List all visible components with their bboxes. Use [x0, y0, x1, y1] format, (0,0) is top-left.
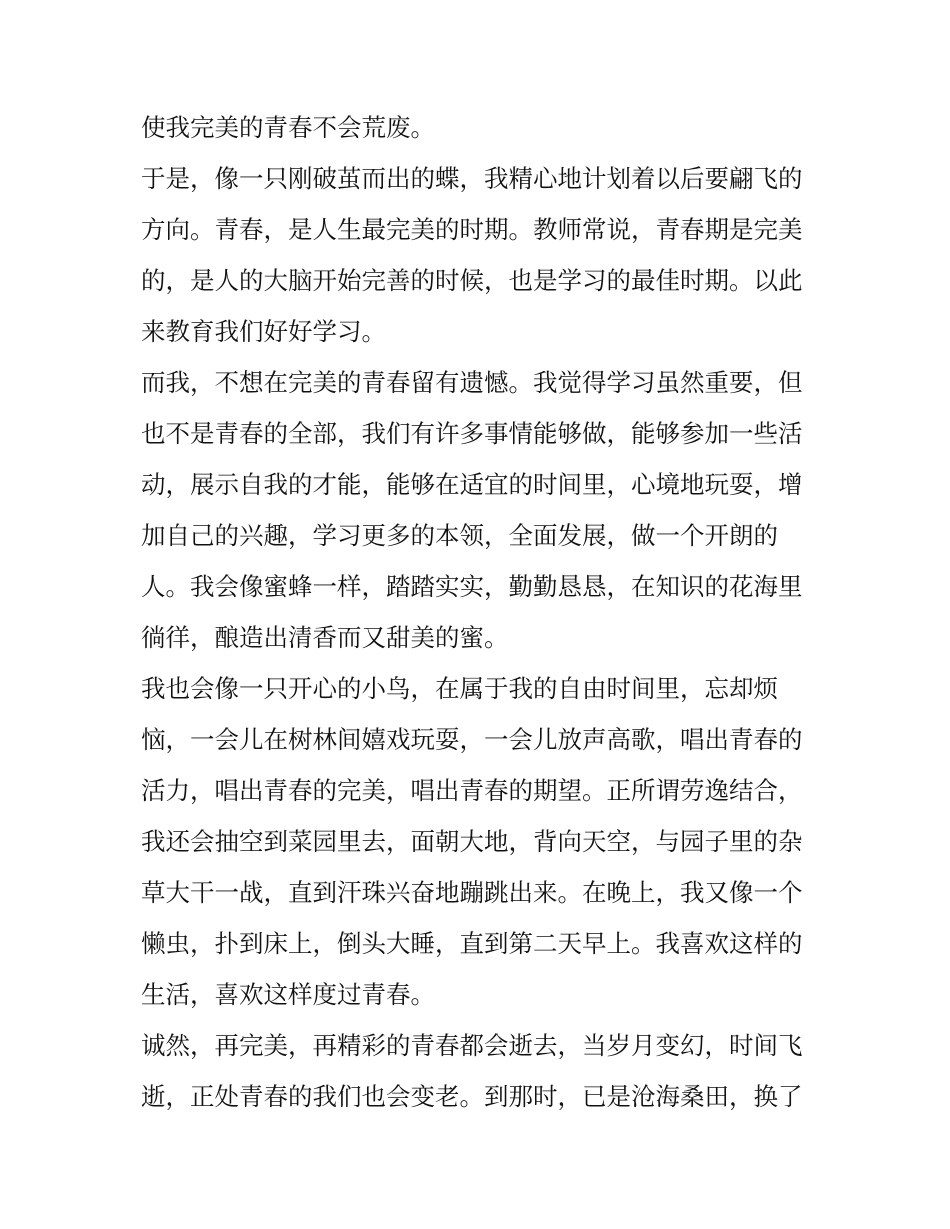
text-line: 来教育我们好好学习。 [141, 317, 386, 346]
text-line: 草大干一战，直到汗珠兴奋地蹦跳出来。在晚上，我又像一个 [141, 878, 803, 907]
text-line: 动，展示自我的才能，能够在适宜的时间里，心境地玩耍，增 [141, 470, 803, 499]
text-line: 懒虫，扑到床上，倒头大睡，直到第二天早上。我喜欢这样的 [141, 929, 803, 958]
text-line: 加自己的兴趣，学习更多的本领，全面发展，做一个开朗的 [141, 521, 778, 550]
text-line: 诚然，再完美，再精彩的青春都会逝去，当岁月变幻，时间飞 [141, 1031, 803, 1060]
text-line: 生活，喜欢这样度过青春。 [141, 980, 435, 1009]
text-line: 徜徉，酿造出清香而又甜美的蜜。 [141, 623, 509, 652]
text-line: 我还会抽空到菜园里去，面朝大地，背向天空，与园子里的杂 [141, 827, 803, 856]
text-line: 活力，唱出青春的完美，唱出青春的期望。正所谓劳逸结合， [141, 776, 803, 805]
text-line: 逝，正处青春的我们也会变老。到那时，已是沧海桑田，换了 [141, 1082, 803, 1111]
text-line: 我也会像一只开心的小鸟，在属于我的自由时间里，忘却烦 [141, 674, 778, 703]
text-line: 而我，不想在完美的青春留有遗憾。我觉得学习虽然重要，但 [141, 368, 803, 397]
text-line: 也不是青春的全部，我们有许多事情能够做，能够参加一些活 [141, 419, 803, 448]
text-line: 的，是人的大脑开始完善的时候，也是学习的最佳时期。以此 [141, 266, 803, 295]
text-line: 人。我会像蜜蜂一样，踏踏实实，勤勤恳恳，在知识的花海里 [141, 572, 803, 601]
text-line: 使我完美的青春不会荒废。 [141, 113, 435, 142]
text-line: 于是，像一只刚破茧而出的蝶，我精心地计划着以后要翩飞的 [141, 164, 803, 193]
text-line: 方向。青春，是人生最完美的时期。教师常说，青春期是完美 [141, 215, 803, 244]
text-line: 恼，一会儿在树林间嬉戏玩耍，一会儿放声高歌，唱出青春的 [141, 725, 803, 754]
